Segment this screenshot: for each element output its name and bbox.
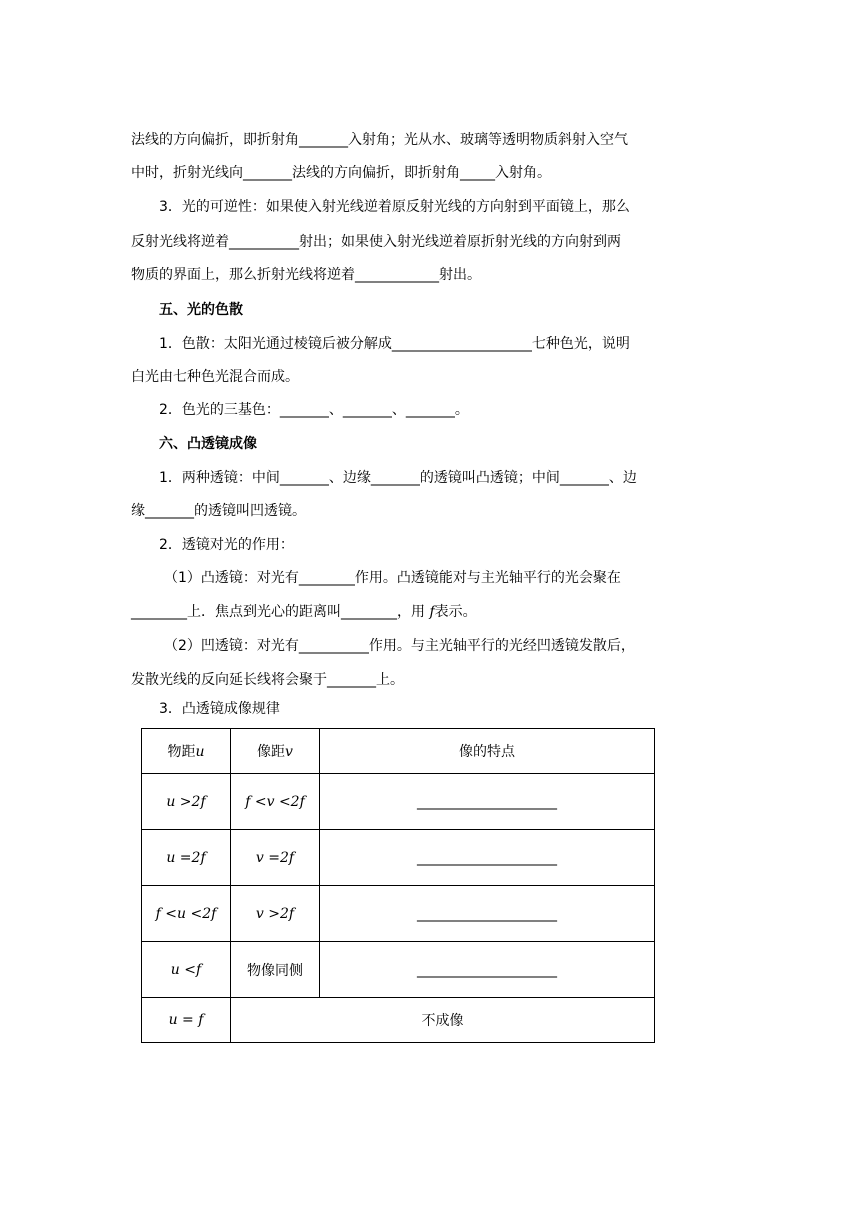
paragraph-line: 1．两种透镜：中间_______、边缘_______的透镜叫凸透镜；中间_______、边 — [159, 470, 637, 486]
table-row — [142, 998, 655, 1043]
table-row — [142, 774, 655, 830]
object-distance-cell: u =2f — [142, 830, 231, 886]
paragraph-line: 物质的界面上，那么折射光线将逆着____________射出。 — [131, 267, 481, 283]
image-distance-cell: v >2f — [231, 886, 320, 942]
feature-blank: ____________________ — [320, 942, 655, 998]
image-distance-cell: f <v <2f — [231, 774, 320, 830]
paragraph-line: （1）凸透镜：对光有________作用。凸透镜能对与主光轴平行的光会聚在 — [164, 570, 621, 586]
paragraph-line: 法线的方向偏折，即折射角_______入射角；光从水、玻璃等透明物质斜射入空气 — [131, 132, 628, 148]
image-distance-cell: 物像同侧 — [231, 942, 320, 998]
image-distance-cell: v =2f — [231, 830, 320, 886]
paragraph-line: （2）凹透镜：对光有__________作用。与主光轴平行的光经凹透镜发散后， — [164, 638, 635, 654]
paragraph-line: 2．透镜对光的作用： — [159, 537, 294, 553]
paragraph-line: 白光由七种色光混合而成。 — [131, 369, 299, 385]
object-distance-cell: u <f — [142, 942, 231, 998]
paragraph-text: 表示。 — [434, 604, 477, 620]
feature-blank: ____________________ — [320, 774, 655, 830]
paragraph-line — [131, 602, 477, 622]
paragraph-line: 中时，折射光线向_______法线的方向偏折，即折射角_____入射角。 — [131, 165, 551, 181]
paragraph-line: 反射光线将逆着__________射出；如果使入射光线逆着原折射光线的方向射到两 — [131, 234, 621, 250]
focal-length-symbol: f — [429, 604, 435, 620]
table-caption: 3．凸透镜成像规律 — [159, 701, 280, 717]
paragraph-text: ________上．焦点到光心的距离叫________，用 — [131, 604, 430, 620]
object-distance-cell: f <u <2f — [142, 886, 231, 942]
header-object-distance: 物距u — [142, 729, 231, 774]
header-image-feature: 像的特点 — [320, 729, 655, 774]
lens-imaging-table — [141, 728, 655, 1043]
paragraph-line: 发散光线的反向延长线将会聚于_______上。 — [131, 672, 404, 688]
section-heading: 五、光的色散 — [159, 302, 243, 318]
table-header-row — [142, 729, 655, 774]
section-heading: 六、凸透镜成像 — [159, 436, 257, 452]
paragraph-line: 缘_______的透镜叫凹透镜。 — [131, 503, 306, 519]
feature-blank: ____________________ — [320, 886, 655, 942]
no-image-cell: 不成像 — [231, 998, 655, 1043]
table-row — [142, 942, 655, 998]
object-distance-cell: u = f — [142, 998, 231, 1043]
paragraph-line: 1．色散：太阳光通过棱镜后被分解成____________________七种色光，说明 — [159, 336, 630, 352]
feature-blank: ____________________ — [320, 830, 655, 886]
paragraph-line: 2．色光的三基色：_______、_______、_______。 — [159, 402, 469, 418]
header-image-distance: 像距v — [231, 729, 320, 774]
paragraph-line: 3．光的可逆性：如果使入射光线逆着原反射光线的方向射到平面镜上，那么 — [159, 199, 630, 215]
object-distance-cell: u >2f — [142, 774, 231, 830]
table-row — [142, 886, 655, 942]
table-row — [142, 830, 655, 886]
